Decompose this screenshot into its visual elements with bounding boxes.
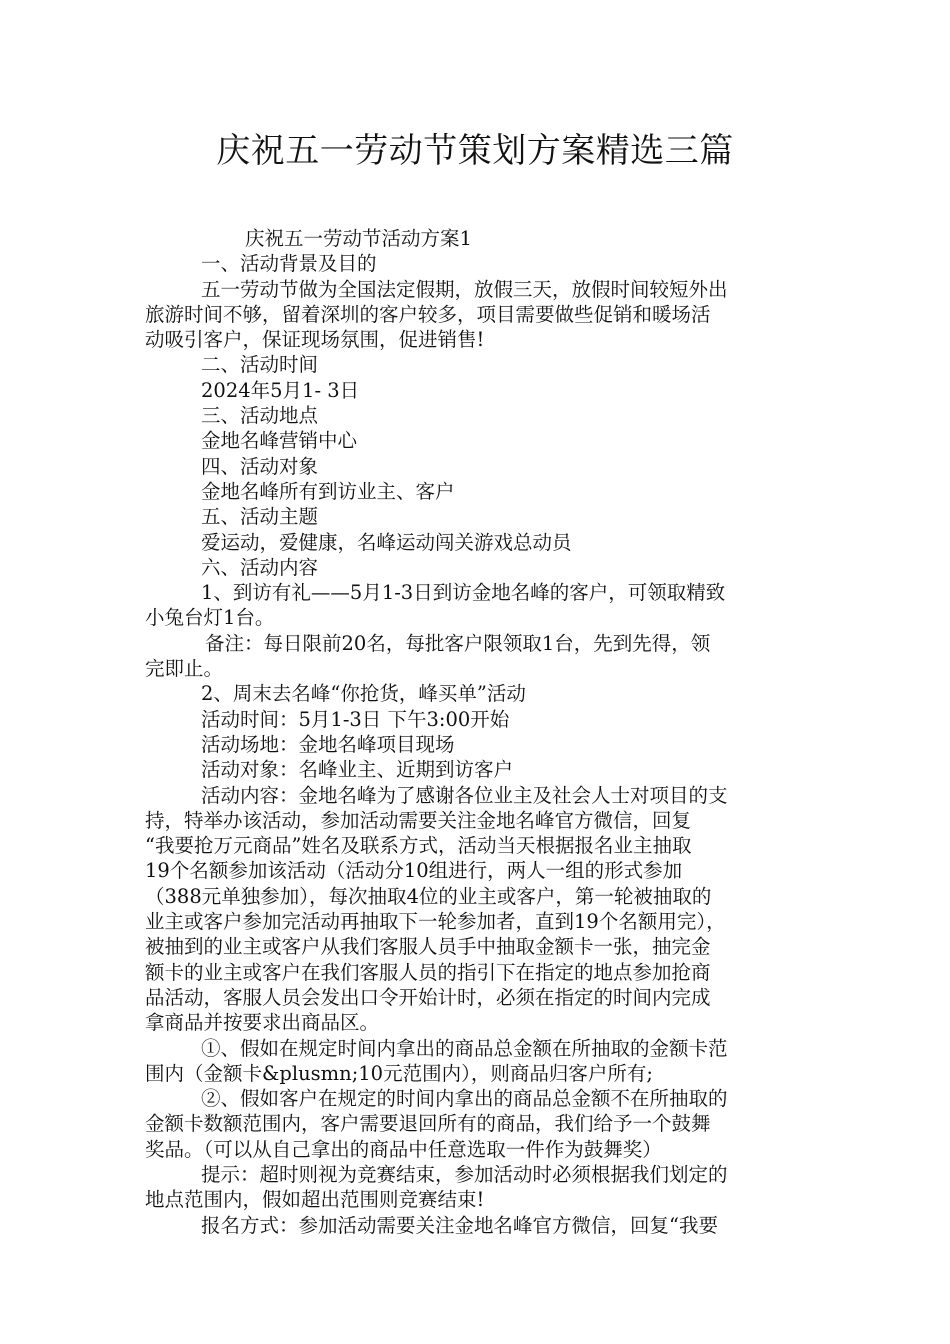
- paragraph-line: 持，特举办该活动，参加活动需要关注金地名峰官方微信，回复: [145, 808, 692, 832]
- paragraph-line: 2024年5月1- 3日: [201, 378, 360, 402]
- paragraph-line: 金地名峰所有到访业主、客户: [201, 479, 455, 503]
- paragraph-line: 1、到访有礼——5月1-3日到访金地名峰的客户，可领取精致: [201, 581, 726, 605]
- paragraph-line: 动吸引客户，保证现场氛围，促进销售!: [145, 328, 485, 352]
- paragraph-line: 提示：超时则视为竞赛结束，参加活动时必须根据我们划定的: [201, 1162, 728, 1186]
- paragraph-line: 业主或客户参加完活动再抽取下一轮参加者，直到19个名额用完），: [145, 910, 726, 934]
- paragraph-line: 额卡的业主或客户在我们客服人员的指引下在指定的地点参加抢商: [145, 960, 711, 984]
- heading-6: 六、活动内容: [201, 555, 319, 579]
- paragraph-line: 活动内容：金地名峰为了感谢各位业主及社会人士对项目的支: [201, 783, 728, 807]
- paragraph-line: 活动时间：5月1-3日 下午3:00开始: [201, 707, 510, 731]
- paragraph-line: ①、假如在规定时间内拿出的商品总金额在所抽取的金额卡范: [201, 1036, 728, 1060]
- section-heading: 庆祝五一劳动节活动方案1: [245, 227, 472, 250]
- paragraph-line: 围内（金额卡&plusmn;10元范围内），则商品归客户所有;: [145, 1061, 653, 1085]
- paragraph-line: 爱运动，爱健康，名峰运动闯关游戏总动员: [201, 530, 572, 554]
- paragraph-line: 19个名额参加该活动（活动分10组进行，两人一组的形式参加: [145, 859, 683, 883]
- document-title: 庆祝五一劳动节策划方案精选三篇: [216, 131, 734, 171]
- paragraph-line: 金地名峰营销中心: [201, 429, 358, 453]
- heading-2: 二、活动时间: [201, 353, 319, 377]
- paragraph-line: 完即止。: [145, 657, 224, 681]
- heading-4: 四、活动对象: [201, 454, 319, 478]
- paragraph-line: 金额卡数额范围内，客户需要退回所有的商品，我们给予一个鼓舞: [145, 1112, 711, 1136]
- paragraph-line: 奖品。（可以从自己拿出的商品中任意选取一件作为鼓舞奖）: [145, 1137, 662, 1161]
- paragraph-line: 小兔台灯1台。: [145, 606, 275, 630]
- paragraph-line: 地点范围内，假如超出范围则竞赛结束!: [145, 1188, 485, 1212]
- paragraph-line: 2、周末去名峰“你抢货，峰买单”活动: [201, 682, 526, 706]
- heading-1: 一、活动背景及目的: [201, 252, 377, 276]
- paragraph-line: 备注：每日限前20名，每批客户限领取1台，先到先得，领: [205, 631, 711, 655]
- paragraph-line: 五一劳动节做为全国法定假期，放假三天，放假时间较短外出: [201, 277, 728, 301]
- paragraph-line: 报名方式：参加活动需要关注金地名峰官方微信，回复“我要: [201, 1213, 718, 1237]
- paragraph-line: ②、假如客户在规定的时间内拿出的商品总金额不在所抽取的: [201, 1087, 728, 1111]
- paragraph-line: 旅游时间不够，留着深圳的客户较多，项目需要做些促销和暖场活: [145, 302, 711, 326]
- paragraph-line: “我要抢万元商品”姓名及联系方式，活动当天根据报名业主抽取: [145, 834, 692, 858]
- heading-5: 五、活动主题: [201, 505, 319, 529]
- paragraph-line: 拿商品并按要求出商品区。: [145, 1011, 380, 1035]
- paragraph-line: 被抽到的业主或客户从我们客服人员手中抽取金额卡一张，抽完金: [145, 935, 711, 959]
- paragraph-line: 品活动，客服人员会发出口令开始计时，必须在指定的时间内完成: [145, 985, 711, 1009]
- paragraph-line: 活动对象：名峰业主、近期到访客户: [201, 758, 514, 782]
- paragraph-line: （388元单独参加），每次抽取4位的业主或客户，第一轮被抽取的: [145, 884, 712, 908]
- paragraph-line: 活动场地：金地名峰项目现场: [201, 732, 455, 756]
- document-body: [145, 226, 813, 1238]
- heading-3: 三、活动地点: [201, 404, 319, 428]
